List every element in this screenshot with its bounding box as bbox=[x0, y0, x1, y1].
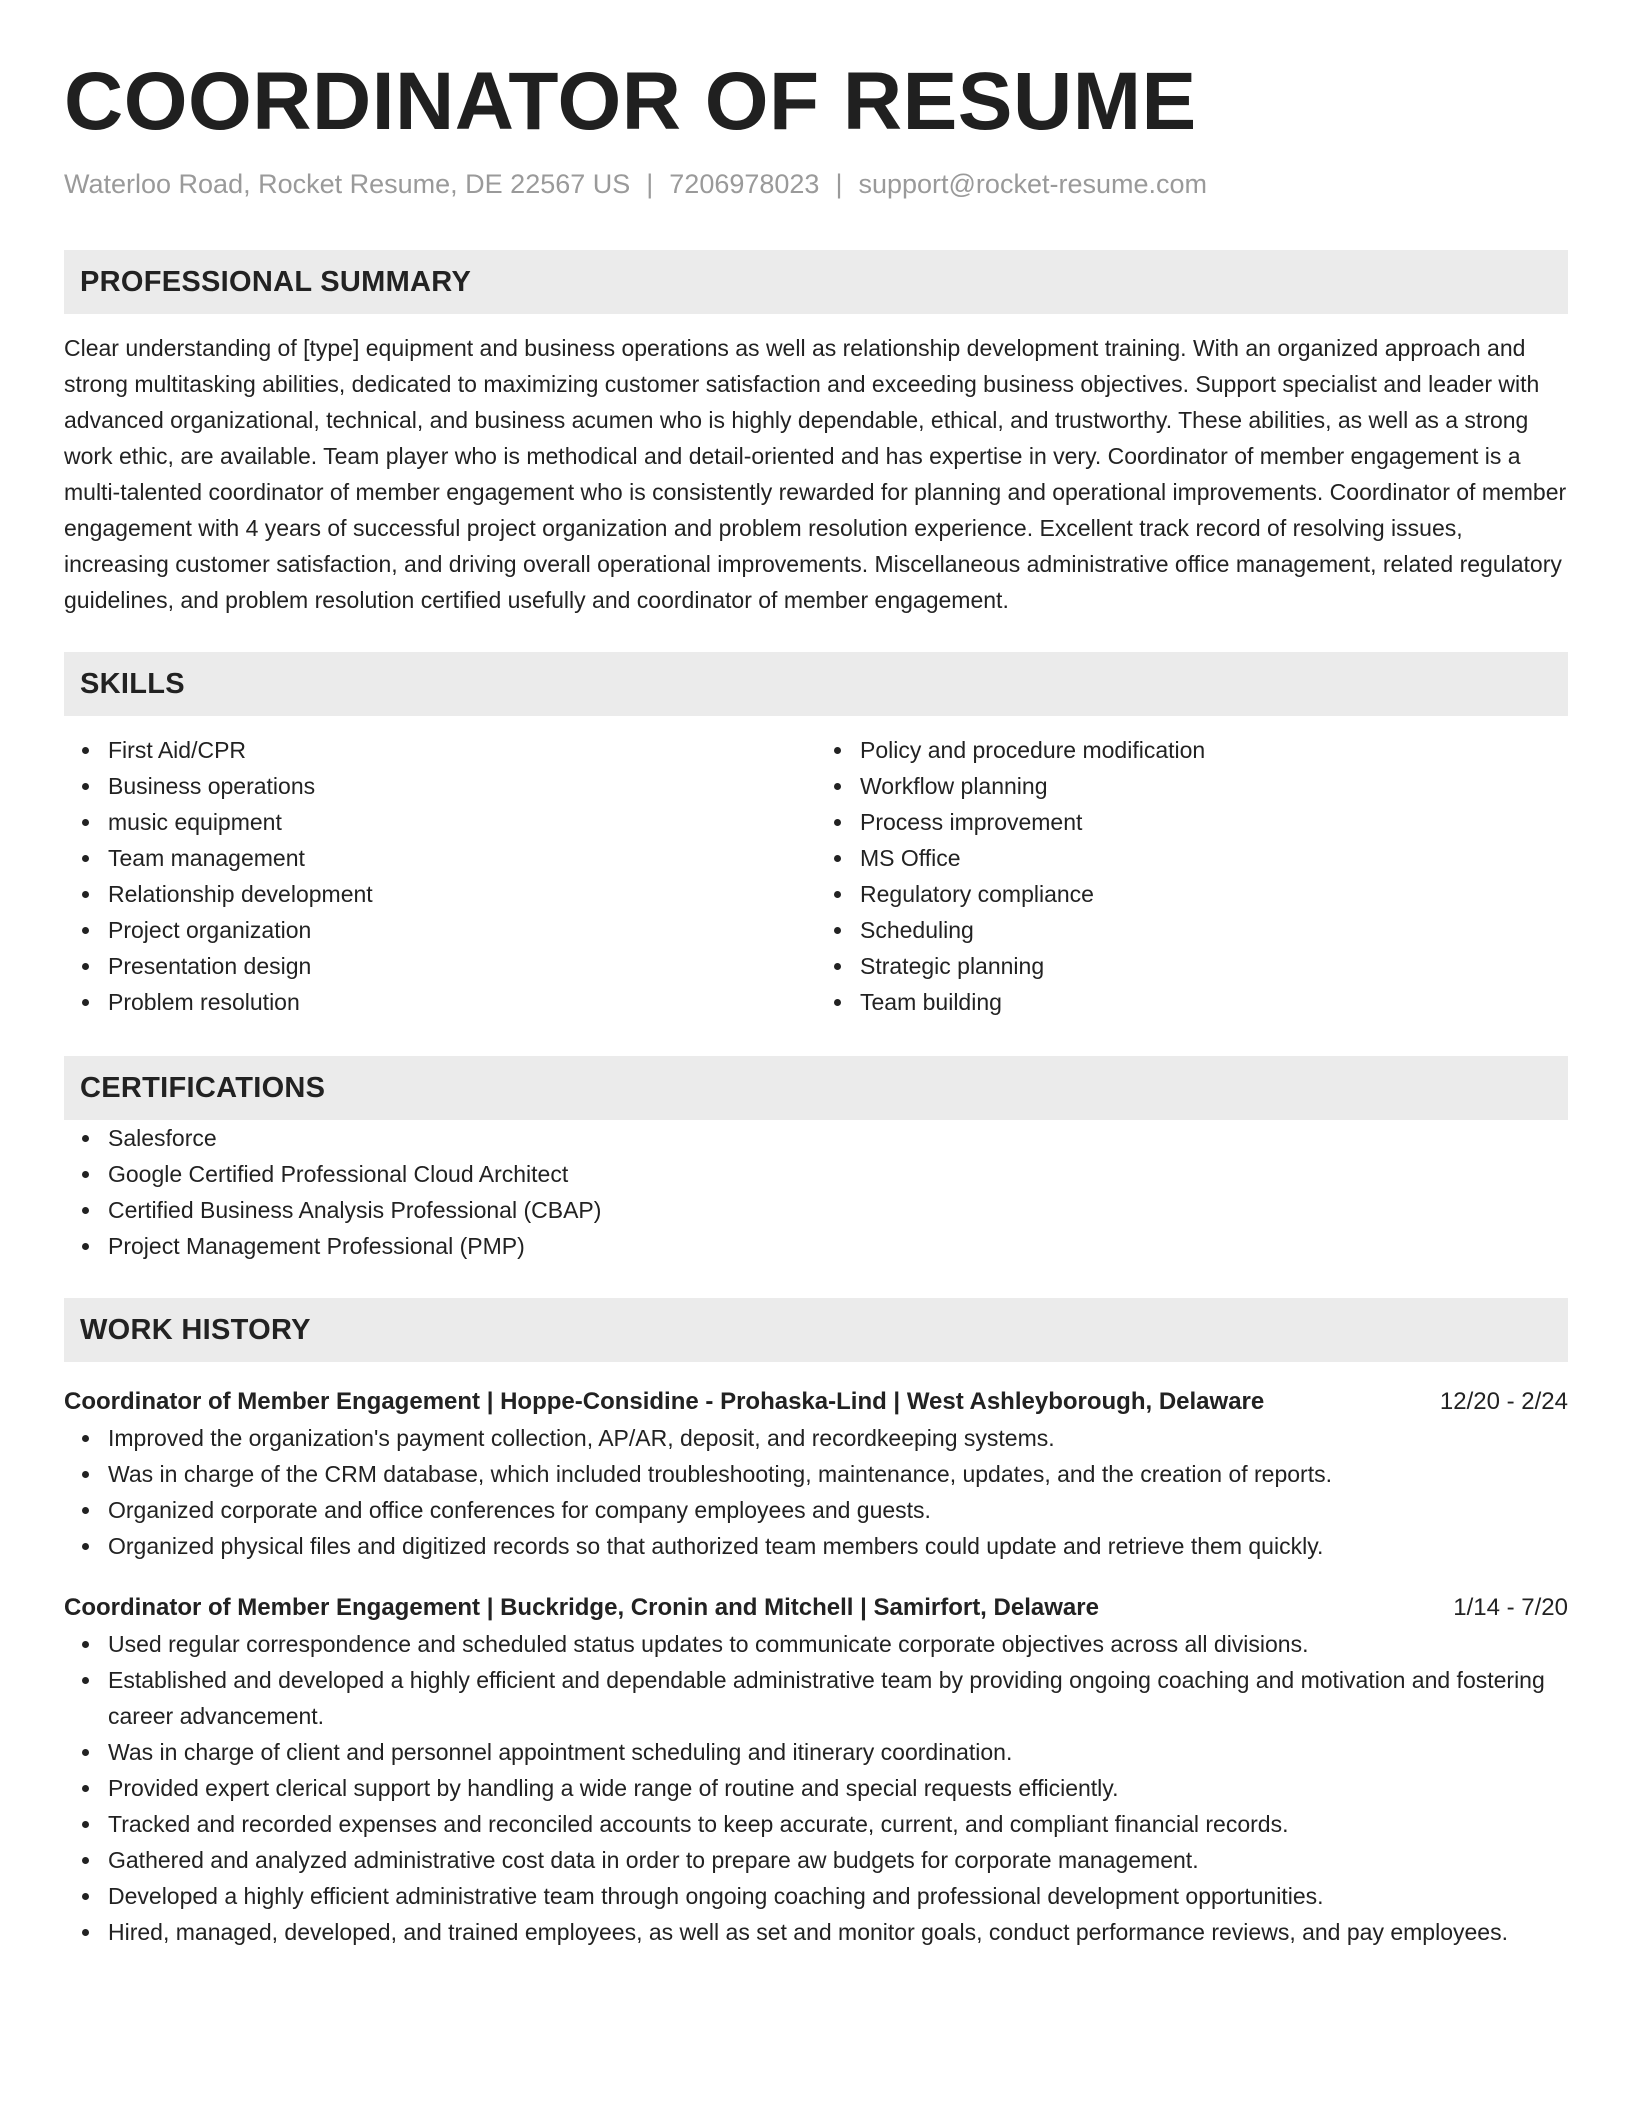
contact-email: support@rocket-resume.com bbox=[858, 169, 1207, 199]
job-title: Coordinator of Member Engagement | Hoppe-Considine - Prohaska-Lind | West Ashleyborough, Delaware bbox=[64, 1388, 1265, 1415]
skills-list-left bbox=[64, 732, 816, 1020]
job-bullet: Improved the organization's payment collection, AP/AR, deposit, and recordkeeping systems. bbox=[108, 1420, 1568, 1456]
job-bullet: Developed a highly efficient administrative team through ongoing coaching and professional development opportunities. bbox=[108, 1878, 1568, 1914]
job-bullets bbox=[64, 1420, 1568, 1564]
skill-item: Regulatory compliance bbox=[860, 876, 1568, 912]
contact-address: Waterloo Road, Rocket Resume, DE 22567 US bbox=[64, 169, 631, 199]
skill-item: Presentation design bbox=[108, 948, 816, 984]
job-bullet: Was in charge of the CRM database, which included troubleshooting, maintenance, updates, and the creation of reports. bbox=[108, 1456, 1568, 1492]
certification-item: Salesforce bbox=[108, 1120, 1568, 1156]
section-heading-work-history: WORK HISTORY bbox=[64, 1298, 1568, 1362]
skills-columns bbox=[64, 732, 1568, 1020]
skill-item: Team building bbox=[860, 984, 1568, 1020]
job-bullet: Gathered and analyzed administrative cost data in order to prepare aw budgets for corporate management. bbox=[108, 1842, 1568, 1878]
job-dates: 1/14 - 7/20 bbox=[1453, 1594, 1568, 1621]
job-dates: 12/20 - 2/24 bbox=[1439, 1388, 1568, 1415]
contact-line bbox=[64, 164, 1568, 204]
skills-list-right bbox=[816, 732, 1568, 1020]
skills-column-right bbox=[816, 732, 1568, 1020]
section-heading-certifications: CERTIFICATIONS bbox=[64, 1056, 1568, 1120]
skill-item: music equipment bbox=[108, 804, 816, 840]
job-bullet: Provided expert clerical support by handling a wide range of routine and special requests efficiently. bbox=[108, 1770, 1568, 1806]
skill-item: MS Office bbox=[860, 840, 1568, 876]
contact-separator: | bbox=[646, 169, 654, 199]
job-bullet: Tracked and recorded expenses and reconciled accounts to keep accurate, current, and compliant financial records. bbox=[108, 1806, 1568, 1842]
job-header bbox=[64, 1590, 1568, 1626]
resume-name: COORDINATOR OF RESUME bbox=[64, 56, 1197, 147]
job-bullet: Organized physical files and digitized records so that authorized team members could update and retrieve them quickly. bbox=[108, 1528, 1568, 1564]
job-bullet: Hired, managed, developed, and trained employees, as well as set and monitor goals, conduct performance reviews, and pay employees. bbox=[108, 1914, 1568, 1950]
job-bullets bbox=[64, 1626, 1568, 1950]
job-entry bbox=[64, 1590, 1568, 1950]
job-bullet: Established and developed a highly efficient and dependable administrative team by providing ongoing coaching and motivation and fostering career advancement. bbox=[108, 1662, 1568, 1734]
skill-item: Team management bbox=[108, 840, 816, 876]
certification-item: Certified Business Analysis Professional (CBAP) bbox=[108, 1192, 1568, 1228]
contact-phone: 7206978023 bbox=[669, 169, 820, 199]
job-title: Coordinator of Member Engagement | Buckridge, Cronin and Mitchell | Samirfort, Delaware bbox=[64, 1594, 1099, 1621]
job-bullet: Organized corporate and office conferences for company employees and guests. bbox=[108, 1492, 1568, 1528]
skill-item: Project organization bbox=[108, 912, 816, 948]
job-bullet: Was in charge of client and personnel appointment scheduling and itinerary coordination. bbox=[108, 1734, 1568, 1770]
contact-separator: | bbox=[835, 169, 843, 199]
job-bullet: Used regular correspondence and scheduled status updates to communicate corporate objectives across all divisions. bbox=[108, 1626, 1568, 1662]
skill-item: First Aid/CPR bbox=[108, 732, 816, 768]
section-heading-skills: SKILLS bbox=[64, 652, 1568, 716]
skill-item: Strategic planning bbox=[860, 948, 1568, 984]
skill-item: Policy and procedure modification bbox=[860, 732, 1568, 768]
certification-item: Project Management Professional (PMP) bbox=[108, 1228, 1568, 1264]
job-entry bbox=[64, 1384, 1568, 1564]
section-heading-summary: PROFESSIONAL SUMMARY bbox=[64, 250, 1568, 314]
skill-item: Problem resolution bbox=[108, 984, 816, 1020]
job-header bbox=[64, 1384, 1568, 1420]
skill-item: Process improvement bbox=[860, 804, 1568, 840]
certifications-list bbox=[64, 1120, 1568, 1264]
certification-item: Google Certified Professional Cloud Architect bbox=[108, 1156, 1568, 1192]
summary-text: Clear understanding of [type] equipment and business operations as well as relationship development training. With an organized approach and strong multitasking abilities, dedicated to maximizing customer satisfaction and exceeding business objectives. Support specialist and leader with advanced organizational, technical, and business acumen who is highly dependable, ethical, and trustworthy. These abilities, as well as a strong work ethic, are available. Team player who is methodical and detail-oriented and has expertise in very. Coordinator of member engagement is a multi-talented coordinator of member engagement who is consistently rewarded for planning and operational improvements. Coordinator of member engagement with 4 years of successful project organization and problem resolution experience. Excellent track record of resolving issues, increasing customer satisfaction, and driving overall operational improvements. Miscellaneous administrative office management, related regulatory guidelines, and problem resolution certified usefully and coordinator of member engagement. bbox=[64, 335, 1567, 613]
skill-item: Business operations bbox=[108, 768, 816, 804]
skill-item: Scheduling bbox=[860, 912, 1568, 948]
skills-column-left bbox=[64, 732, 816, 1020]
skill-item: Workflow planning bbox=[860, 768, 1568, 804]
skill-item: Relationship development bbox=[108, 876, 816, 912]
